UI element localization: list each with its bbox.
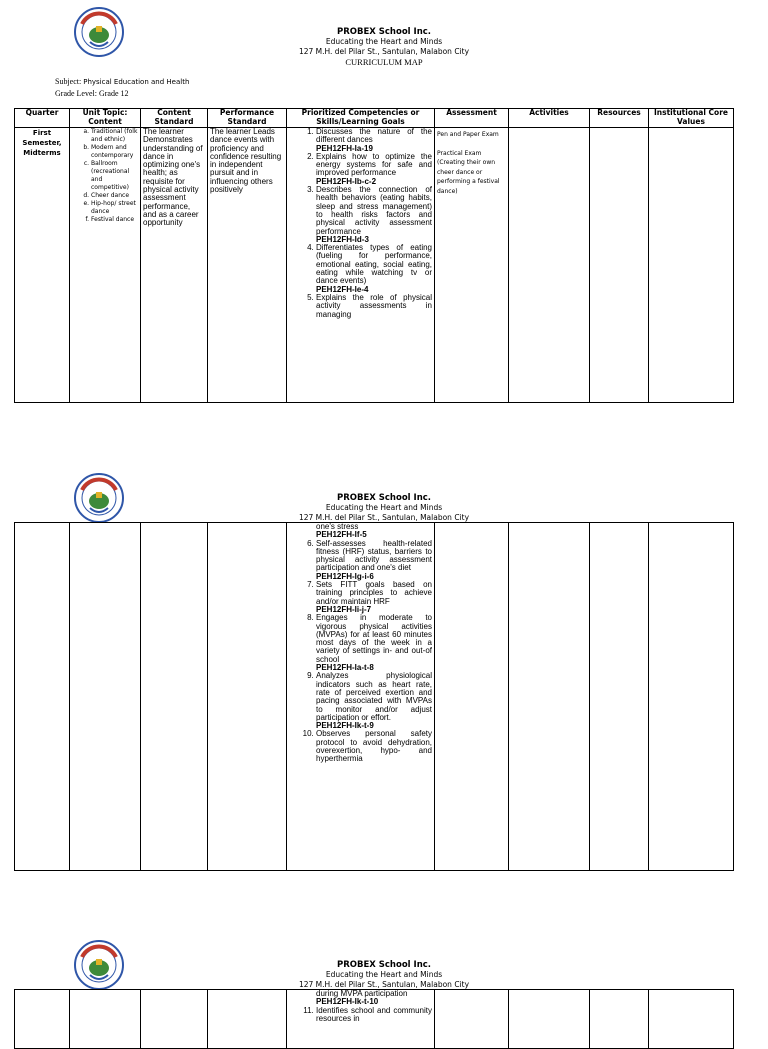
- list-item: 4. Differentiates types of eating (fueling for performance, emotional eating, social eating, eating while watching tv or dance events) PEH12FH-Ie-4: [316, 244, 432, 294]
- curriculum-table-page-2: [14, 522, 734, 871]
- unit-topic-cell: [70, 523, 141, 871]
- list-item: 9. Analyzes physiological indicators such as heart rate, rate of perceived exertion and pacing associated with MVPAs to monitor and/or adjust participation or effort. PEH12FH-Ik-t-9: [316, 672, 432, 730]
- school-motto: Educating the Heart and Minds: [325, 37, 443, 46]
- unit-topic-cell: [70, 128, 141, 403]
- list-item: 7. Sets FITT goals based on training principles to achieve and/or maintain HRF PEH12FH-Ii-j-7: [316, 581, 432, 614]
- col-header-unit-topic: Unit Topic: Content: [70, 109, 141, 128]
- competency-continuation: one's stress: [316, 522, 359, 531]
- school-address: 127 M.H. del Pilar St., Santulan, Malabon City: [298, 980, 470, 989]
- list-item: 3. Describes the connection of health behaviors (eating habits, sleep and stress management) to health risks factors and physical activity assessment performance PEH12FH-Id-3: [316, 186, 432, 244]
- competency-list: [289, 128, 432, 319]
- core-values-cell: [649, 990, 734, 1049]
- school-name: PROBEX School Inc.: [336, 27, 432, 37]
- col-header-competencies: Prioritized Competencies or Skills/Learning Goals: [287, 109, 435, 128]
- subject-value: Physical Education and Health: [83, 78, 190, 86]
- competency-code: PEH12FH-Ik-t-10: [316, 997, 379, 1007]
- competency-list: [289, 1007, 432, 1024]
- curriculum-table-page-1: [14, 108, 734, 403]
- table-row: [15, 523, 734, 871]
- content-standard-cell: [141, 523, 208, 871]
- list-item: 6. Self-assesses health-related fitness (HRF) status, barriers to physical activity assessment participation and one's diet PEH12FH-Ig-i-6: [316, 540, 432, 581]
- grade-value: Grade 12: [98, 89, 129, 98]
- performance-standard-cell: [208, 523, 287, 871]
- table-row: [15, 128, 734, 403]
- quarter-cell: First Semester, Midterms: [15, 128, 70, 403]
- col-header-content-standard: Content Standard: [141, 109, 208, 128]
- competency-list: [289, 540, 432, 764]
- table-header-row: [15, 109, 734, 128]
- curriculum-table-page-3: [14, 989, 734, 1049]
- list-item: f. Festival dance: [91, 216, 138, 224]
- subject-meta: [55, 76, 189, 99]
- assessment-cell: [435, 523, 509, 871]
- competency-continuation: during MVPA participation: [316, 989, 408, 998]
- competencies-cell: [287, 990, 435, 1049]
- assessment-first: Pen and Paper Exam: [437, 131, 499, 138]
- quarter-cell: [15, 990, 70, 1049]
- table-row: [15, 990, 734, 1049]
- competency-code: PEH12FH-If-5: [316, 530, 367, 540]
- assessment-cell: [435, 990, 509, 1049]
- col-header-assessment: Assessment: [435, 109, 509, 128]
- core-values-cell: [649, 128, 734, 403]
- school-motto: Educating the Heart and Minds: [325, 503, 443, 512]
- list-item: 1. Discusses the nature of the different dances PEH12FH-Ia-19: [316, 128, 432, 153]
- school-name: PROBEX School Inc.: [336, 960, 432, 970]
- content-standard-cell: The learner Demonstrates understanding of dance in optimizing one's health; as requisite for physical activity assessment performance, and as a career opportunity: [141, 128, 208, 403]
- list-item: d. Cheer dance: [91, 192, 138, 200]
- list-item: 8. Engages in moderate to vigorous physical activities (MVPAs) for at least 60 minutes most days of the week in a variety of settings in- and out-of school PEH12FH-Ia-t-8: [316, 614, 432, 672]
- list-item: c. Ballroom (recreational and competitive): [91, 160, 138, 192]
- list-item: a. Traditional (folk and ethnic): [91, 128, 138, 144]
- core-values-cell: [649, 523, 734, 871]
- school-name: PROBEX School Inc.: [336, 493, 432, 503]
- resources-cell: [590, 128, 649, 403]
- unit-list: [72, 128, 138, 224]
- school-motto: Educating the Heart and Minds: [325, 970, 443, 979]
- grade-label: Grade Level:: [55, 89, 97, 98]
- document-title: CURRICULUM MAP: [345, 57, 423, 67]
- assessment-cell: [435, 128, 509, 403]
- school-address: 127 M.H. del Pilar St., Santulan, Malabon City: [298, 513, 470, 522]
- col-header-performance-standard: Performance Standard: [208, 109, 287, 128]
- subject-label: Subject:: [55, 77, 82, 86]
- list-item: e. Hip-hop/ street dance: [91, 200, 138, 216]
- performance-standard-cell: The learner Leads dance events with proficiency and confidence resulting in independent pursuit and in influencing others positively: [208, 128, 287, 403]
- list-item: b. Modern and contemporary: [91, 144, 138, 160]
- col-header-core-values: Institutional Core Values: [649, 109, 734, 128]
- list-item: 5. Explains the role of physical activity assessments in managing: [316, 294, 432, 319]
- quarter-cell: [15, 523, 70, 871]
- content-standard-cell: [141, 990, 208, 1049]
- unit-topic-cell: [70, 990, 141, 1049]
- assessment-second: Practical Exam (Creating their own cheer dance or performing a festival dance): [437, 149, 500, 195]
- competencies-cell: [287, 128, 435, 403]
- col-header-activities: Activities: [509, 109, 590, 128]
- list-item: 2. Explains how to optimize the energy systems for safe and improved performance PEH12FH-Ib-c-2: [316, 153, 432, 186]
- activities-cell: [509, 128, 590, 403]
- performance-standard-cell: [208, 990, 287, 1049]
- col-header-resources: Resources: [590, 109, 649, 128]
- activities-cell: [509, 990, 590, 1049]
- activities-cell: [509, 523, 590, 871]
- list-item: 10. Observes personal safety protocol to avoid dehydration, overexertion, hypo- and hyperthermia: [316, 730, 432, 763]
- resources-cell: [590, 990, 649, 1049]
- school-address: 127 M.H. del Pilar St., Santulan, Malabon City: [298, 47, 470, 56]
- list-item: 11. Identifies school and community resources in: [316, 1007, 432, 1024]
- col-header-quarter: Quarter: [15, 109, 70, 128]
- competencies-cell: [287, 523, 435, 871]
- resources-cell: [590, 523, 649, 871]
